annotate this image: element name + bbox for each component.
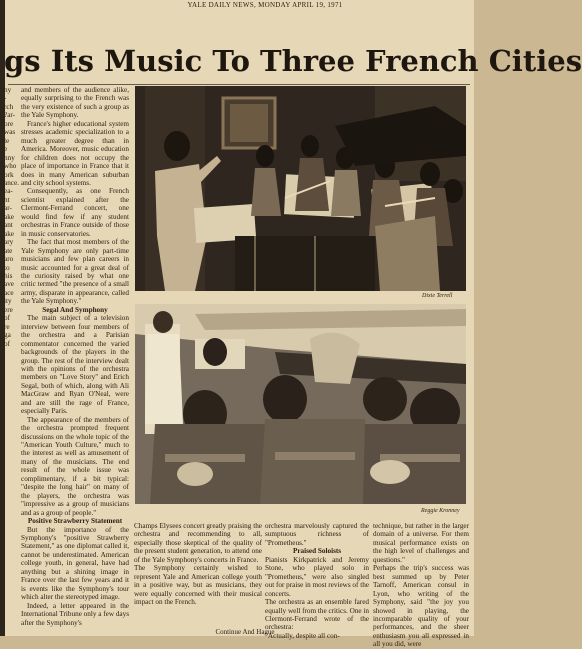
edge-line: ?ar- (4, 111, 16, 120)
edge-line: ere (4, 305, 13, 314)
paragraph: Indeed, a letter appeared in the International Tribune only a few days after the Symphony's (21, 601, 129, 627)
edge-line: ity (4, 297, 12, 306)
paragraph: Champs Elysees concert greatly praising the orchestra and recommending to all, especially those skeptical of the quality of the present student generation, to attend one of the Yale Symphony's concerts in France. (134, 522, 262, 564)
edge-line: ate (4, 246, 13, 255)
edge-line: nt (4, 195, 10, 204)
edge-line: who (4, 162, 17, 171)
article-column-lower-2 (265, 522, 369, 640)
edge-line: ave (4, 280, 14, 289)
headline-rule (8, 84, 470, 85)
article-column-lower-3 (373, 522, 469, 649)
article-column-lower-1 (134, 522, 262, 628)
paragraph: The appearance of the members of the orchestra prompted frequent discussions on the whole topic of the "American Youth Culture," much to the interest as well as amusement of many of the musicians. The end result of the whole issue was complimentary, if a bit typical: "despite the long hair" on many of the players, the orchestra was "impressive as a group of musicians and as a group of people." (21, 415, 129, 517)
edge-line: ga (4, 331, 11, 340)
edge-line: ork (4, 170, 14, 179)
photo-credit: Dixie Terrell (422, 293, 453, 299)
edge-line: aro (4, 255, 14, 264)
paragraph: Perhaps the trip's success was best summed up by Peter Tarnoff, American consul in Lyon, who writing of the Symphony, said "the joy you showed in playing, the incomparable quality of your performances, and the sheer enthusiasm you all expressed in all you did, were (373, 564, 469, 649)
edge-line: ant (4, 221, 13, 230)
article-column (21, 86, 129, 626)
edge-line: re (4, 322, 10, 331)
photo-credit: Reggie Kronney (421, 508, 460, 514)
edge-line: his (4, 271, 13, 280)
edge-line: ary (4, 238, 14, 247)
subhead: Praised Soloists (292, 547, 342, 556)
edge-line: ore (4, 119, 14, 128)
edge-line: ea- (4, 187, 13, 196)
edge-line: to (4, 263, 10, 272)
cropped-left-column (4, 86, 18, 352)
edge-line: - (4, 94, 7, 103)
paragraph: and members of the audience alike, equally surprising to the French was the very existence of such a group as the Yale Symphony. (21, 86, 129, 120)
paragraph: "Actually, despite all con- (265, 631, 340, 640)
edge-line: was (4, 128, 16, 137)
paragraph: France's higher educational system stresses academic specialization to a much greater degree than in America. Moreover, music education for children does not occupy the place of importance in France that it does in many American suburban and city school systems. (21, 119, 129, 187)
paragraph: orchestra marvelously captured the sumptuous richness of "Prometheus." (265, 522, 369, 547)
edge-line: ance. (4, 178, 19, 187)
folio-line: YALE DAILY NEWS, MONDAY APRIL 19, 1971 (187, 1, 343, 9)
subhead: Positive Strawberry Statement (27, 517, 123, 526)
edge-line: le (4, 136, 10, 145)
paragraph: technique, but rather in the larger domain of a universe. For them musical performance exists on the high level of challenges and questions." (373, 522, 469, 564)
paragraph: The Symphony certainly wished to represent Yale and American college youth in a positive way, but as musicians, they were equally concerned with their musical impact on the French. (134, 564, 262, 607)
airplane-cabin-photo (135, 304, 466, 504)
subhead: Segal And Symphony (42, 305, 108, 314)
paragraph: The orchestra as an ensemble fared equally well from the critics. One in Clermont-Ferrand wrote of the orchestra: (265, 598, 369, 632)
edge-line: ake (4, 212, 14, 221)
edge-line: nny (4, 153, 15, 162)
edge-line: ny (4, 86, 12, 94)
edge-line: e (4, 145, 8, 154)
edge-line: ake (4, 229, 14, 238)
edge-line: ar- (4, 204, 12, 213)
paragraph: The main subject of a television interview between four members of the orchestra and a Parisian commentator concerned the varied backgrounds of the players in the group. The rest of the interview dealt with the opinions of the orchestra members on "Love Story" and Erich Segal, both of which, along with Ali MacGraw and Ryan O'Neal, were and are still the rage of France, especially Paris. (21, 314, 129, 416)
orchestra-photo (135, 86, 466, 291)
continuation-line: Continue And Hague (215, 628, 275, 636)
paragraph: Consequently, as one French scientist explained after the Clermont-Ferrand concert, one would find few if any student orchestras in France outside of those in music conservatories. (21, 187, 129, 238)
paragraph: Pianists Kirkpatrick and Jeremy Stone, who played solo in "Prometheus," were also singled out for praise in most reviews of the concerts. (265, 555, 369, 598)
headline: gs Its Music To Three French Cities (4, 44, 582, 78)
paragraph: But the importance of the Symphony's "positive Strawberry Statement," as one diplomat called it, cannot be underestimated. American college youth, in general, have had anything but a shining image in France over the last few years and it is events like the Symphony's tour which alter the stereotyped image. (21, 525, 129, 602)
edge-line: rch (4, 102, 14, 111)
edge-line: ace (4, 288, 14, 297)
edge-line: of (4, 314, 10, 323)
edge-line: of (4, 339, 10, 348)
paragraph: The fact that most members of the Yale Symphony are only part-time musicians and few plan careers in music accounted for a great deal of the curiosity raised by what one critic termed "the presence of a small army, disparate in appearance, called the Yale Symphony." (21, 238, 129, 306)
